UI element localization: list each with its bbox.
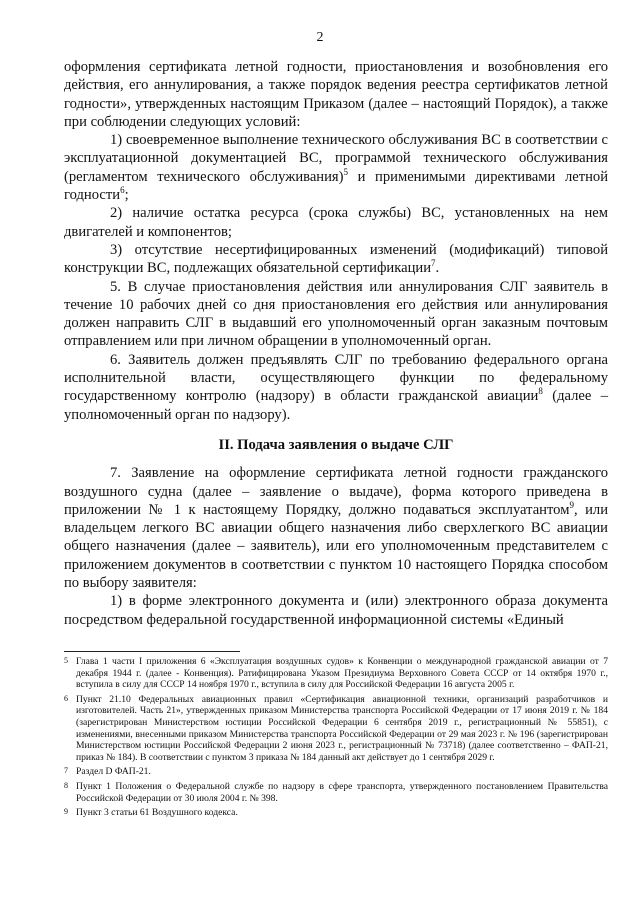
footnote-text: Пункт 21.10 Федеральных авиационных правил «Сертификация авиационной техники, организаций разработчиков и изготовителей. Часть 21», утвержденных приказом Министерства транспорта Российской Федерации от 17 июня 2019 г. № 184 (зарегистрирован Министерством юстиции Российской Федерации 6 сентября 2019 г., регистрационный № 55851), с изменениями, внесенными приказом Министерства транспорта Российской Федерации от 29 мая 2023 г. № 196 (зарегистрирован Министерством юстиции Российской Федерации 2 июня 2023 г., регистрационный № 73718) (далее соответственно – ФАП-21, приказ № 184). В соответствии с пунктом 3 приказа № 184 данный акт действует до 1 сентября 2029 г. xyxy=(76,693,608,763)
paragraph-7: 7. Заявление на оформление сертификата летной годности гражданского воздушного судна (далее – заявление о выдаче), форма которого приведена в приложении № 1 к настоящему Порядку, должно подаваться эксплуатантом$^9$, или владельцем легкого ВС авиации общего назначения либо сверхлегкого ВС авиации общего назначения (далее – заявитель), или его уполномоченным представителем с приложением документов в соответствии с пунктом 10 настоящего Порядка способом по выбору заявителя: xyxy=(64,465,609,592)
footnote-ref-5: 5 xyxy=(343,166,348,177)
paragraph-6: 6. Заявитель должен предъявлять СЛГ по требованию федерального органа исполнительной власти, осуществляющего функции по федеральному государственному контролю (надзору) в области гражданской авиации$^8$ (далее – уполномоченный орган по надзору). xyxy=(64,351,608,423)
condition-3: 3) отсутствие несертифицированных изменений (модификаций) типовой конструкции ВС, подлежащих обязательной сертификации$^7$. xyxy=(64,241,608,277)
footnote-number: 9 xyxy=(64,807,68,817)
footnote-number: 7 xyxy=(64,766,68,776)
footnote-6 xyxy=(64,694,608,764)
condition-2: 2) наличие остатка ресурса (срока службы) ВС, установленных на нем двигателей и компонентов; xyxy=(64,205,608,240)
footnote-text: Глава 1 части I приложения 6 «Эксплуатация воздушных судов» к Конвенции о международной гражданской авиации от 7 декабря 1944 г. (далее - Конвенция). Ратифицирована Указом Президиума Верховного Совета СССР от 14 октября 1970 г., вступила в силу для СССР 14 ноября 1970 г., вступила в силу для Российской Федерации 16 августа 2005 г. xyxy=(76,656,608,691)
footnote-7 xyxy=(64,766,608,778)
footnote-ref-7: 7 xyxy=(431,258,436,269)
footnote-text: Пункт 3 статьи 61 Воздушного кодекса. xyxy=(76,807,238,819)
footnote-separator xyxy=(64,651,240,652)
footnote-ref-6: 6 xyxy=(120,185,125,196)
footnote-ref-8: 8 xyxy=(538,386,543,397)
footnote-ref-9: 9 xyxy=(569,499,574,510)
condition-1: 1) своевременное выполнение технического обслуживания ВС в соответствии с эксплуатационной документацией ВС, программой технического обслуживания (регламентом технического обслуживания)$^5$ и применимыми директивами летной годности$^6$; xyxy=(64,132,609,204)
footnote-5 xyxy=(64,656,608,691)
footnotes xyxy=(64,656,608,822)
footnote-text: Пункт 1 Положения о Федеральной службе по надзору в сфере транспорта, утвержденного постановлением Правительства Российской Федерации от 30 июля 2004 г. № 398. xyxy=(76,780,608,804)
paragraph-5: 5. В случае приостановления действия или аннулирования СЛГ заявитель в течение 10 рабочих дней со дня приостановления его действия или аннулирования должен направить СЛГ в выдавший его уполномоченный орган заказным почтовым отправлением или при личном обращении в уполномоченный орган. xyxy=(64,278,608,350)
footnote-text: Раздел D ФАП-21. xyxy=(76,766,151,778)
footnote-number: 6 xyxy=(64,693,68,703)
paragraph-0: оформления сертификата летной годности, приостановления и возобновления его действия, его аннулирования, а также порядок ведения реестра сертификатов летной годности», утвержденных настоящим Приказом (далее – настоящий Порядок), а также при соблюдении следующих условий: xyxy=(64,59,608,130)
footnote-8 xyxy=(64,781,608,804)
page-number: 2 xyxy=(316,30,324,45)
footnote-number: 5 xyxy=(64,656,68,665)
section-heading: II. Подача заявления о выдаче СЛГ xyxy=(218,436,454,453)
paragraph-7-item-1: 1) в форме электронного документа и (или) электронного образа документа посредством федеральной государственной информационной системы «Единый xyxy=(64,593,608,628)
document-body xyxy=(64,58,608,629)
footnote-number: 8 xyxy=(64,780,68,790)
footnote-9 xyxy=(64,807,608,819)
